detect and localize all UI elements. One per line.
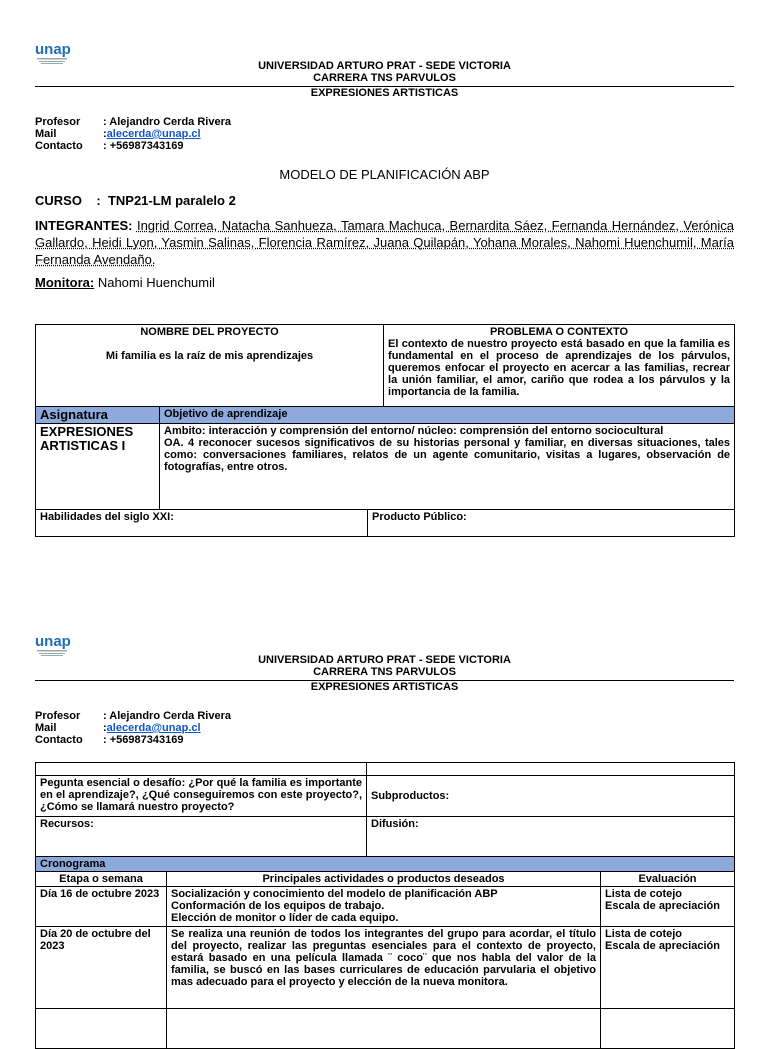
evaluacion-line: Lista de cotejo xyxy=(605,888,683,900)
problema-header: PROBLEMA O CONTEXTO xyxy=(489,326,629,338)
contacto-value: : +56987343169 xyxy=(103,140,184,152)
mail-label: Mail xyxy=(35,722,57,734)
mail-prefix: : xyxy=(103,722,107,734)
contacto-label: Contacto xyxy=(35,140,83,152)
asignatura-value: EXPRESIONES ARTISTICAS I xyxy=(36,424,160,510)
subject-name: EXPRESIONES ARTISTICAS xyxy=(310,681,459,693)
cronograma-table xyxy=(35,762,735,1049)
integrantes-names: Ingrid Correa, Natacha Sanhueza, Tamara Machuca, Bernardita Sáez, Fernanda Hernández, Verónica Gallardo, Heidi Lyon, Yasmin Salinas, Florencia Ramírez, Juana Quilapán, Yohana Morales, Nahomi Huenchumil, María Fernanda Avendaño. xyxy=(35,218,734,267)
teacher-info xyxy=(35,116,231,152)
svg-text:unap: unap xyxy=(35,633,71,650)
etapa-cell: Día 16 de octubre 2023 xyxy=(36,887,167,927)
nombre-proyecto-header: NOMBRE DEL PROYECTO xyxy=(140,326,279,338)
university-name: UNIVERSIDAD ARTURO PRAT - SEDE VICTORIA xyxy=(258,60,511,72)
monitora-line xyxy=(35,275,215,290)
mail-link[interactable]: alecerda@unap.cl xyxy=(106,128,201,140)
spacer-cell-right xyxy=(367,763,735,776)
subproductos-cell: Subproductos: xyxy=(367,776,735,817)
project-table xyxy=(35,324,735,537)
career-name: CARRERA TNS PARVULOS xyxy=(313,72,456,84)
objetivo-cell xyxy=(160,424,735,510)
teacher-info xyxy=(35,710,231,746)
actividades-cell xyxy=(167,927,601,1009)
table-row xyxy=(36,1009,735,1049)
profesor-label: Profesor xyxy=(35,710,81,722)
producto-publico-cell: Producto Público: xyxy=(368,510,735,537)
recursos-cell: Recursos: xyxy=(36,817,367,857)
etapa-cell: Día 20 de octubre del 2023 xyxy=(36,927,167,1009)
profesor-label: Profesor xyxy=(35,116,81,128)
evaluacion-line: Escala de apreciación xyxy=(605,940,720,952)
mail-link[interactable]: alecerda@unap.cl xyxy=(106,722,201,734)
table-row xyxy=(36,887,735,927)
etapa-cell xyxy=(36,1009,167,1049)
actividad-line: Elección de monitor o líder de cada equipo. xyxy=(171,912,399,924)
problema-cell xyxy=(384,325,735,407)
subject-name: EXPRESIONES ARTISTICAS xyxy=(310,87,459,99)
actividades-cell xyxy=(167,1009,601,1049)
habilidades-cell: Habilidades del siglo XXI: xyxy=(36,510,368,537)
actividad-line: Socialización y conocimiento del modelo de planificación ABP xyxy=(171,888,498,900)
col-actividades-header: Principales actividades o productos deseados xyxy=(167,872,601,887)
evaluacion-line: Lista de cotejo xyxy=(605,928,683,940)
profesor-value: : Alejandro Cerda Rivera xyxy=(103,116,231,128)
mail-label: Mail xyxy=(35,128,57,140)
mail-prefix: : xyxy=(103,128,107,140)
difusion-cell: Difusión: xyxy=(367,817,735,857)
objetivo-line-2: OA. 4 reconocer sucesos significativos de su historias personal y familiar, en diversas situaciones, tales como: conversaciones familiares, relatos de un agente comunitario, visitas a lugares, observación de fotografías, entre otros. xyxy=(164,437,731,473)
objetivo-line-1: Ambito: interacción y comprensión del entorno/ núcleo: comprensión del entorno sociocultural xyxy=(164,425,664,437)
actividad-line: Se realiza una reunión de todos los integrantes del grupo para acordar, el título del proyecto, realizar las preguntas esenciales para el contexto de proyecto, estará basado en una película llamada ¨ coco¨ que nos habla del valor de la familia, se buscó en las bases curriculares de educación parvularia el objetivo mas adecuado para el proyecto y elección de la nueva monitora. xyxy=(171,928,596,988)
nombre-proyecto-cell xyxy=(36,325,384,407)
evaluacion-cell xyxy=(601,927,735,1009)
cronograma-header: Cronograma xyxy=(36,857,735,872)
integrantes-label: INTEGRANTES: xyxy=(35,218,133,233)
actividades-cell xyxy=(167,887,601,927)
curso-line: CURSO : TNP21-LM paralelo 2 xyxy=(35,193,236,208)
col-evaluacion-header: Evaluación xyxy=(601,872,735,887)
pregunta-esencial-cell: Pegunta esencial o desafío: ¿Por qué la familia es importante en el aprendizaje?, ¿Qué conseguiremos con este proyecto?, ¿Cómo se llamará nuestro proyecto? xyxy=(36,776,367,817)
table-row xyxy=(36,927,735,1009)
contacto-value: : +56987343169 xyxy=(103,734,184,746)
evaluacion-cell xyxy=(601,887,735,927)
evaluacion-cell xyxy=(601,1009,735,1049)
page-title: MODELO DE PLANIFICACIÓN ABP xyxy=(279,167,490,182)
profesor-value: : Alejandro Cerda Rivera xyxy=(103,710,231,722)
career-name: CARRERA TNS PARVULOS xyxy=(313,666,456,678)
svg-text:unap: unap xyxy=(35,41,71,58)
objetivo-header: Objetivo de aprendizaje xyxy=(160,407,735,424)
nombre-proyecto-value: Mi familia es la raíz de mis aprendizajes xyxy=(105,350,314,362)
actividad-line: Conformación de los equipos de trabajo. xyxy=(171,900,385,912)
university-name: UNIVERSIDAD ARTURO PRAT - SEDE VICTORIA xyxy=(258,654,511,666)
monitora-label: Monitora: xyxy=(35,275,95,290)
problema-value: El contexto de nuestro proyecto está basado en que la familia es fundamental en el proceso de aprendizajes de los párvulos, queremos enfocar el proyecto en acercar a las familias, recrear la unión familiar, el amor, cariño que rodea a los párvulos y la importancia de la familia. xyxy=(388,338,731,398)
evaluacion-line: Escala de apreciación xyxy=(605,900,720,912)
asignatura-header: Asignatura xyxy=(36,407,160,424)
col-etapa-header: Etapa o semana xyxy=(36,872,167,887)
spacer-cell-left xyxy=(36,763,367,776)
monitora-value: Nahomi Huenchumil xyxy=(94,275,215,290)
contacto-label: Contacto xyxy=(35,734,83,746)
integrantes-paragraph xyxy=(35,217,734,268)
